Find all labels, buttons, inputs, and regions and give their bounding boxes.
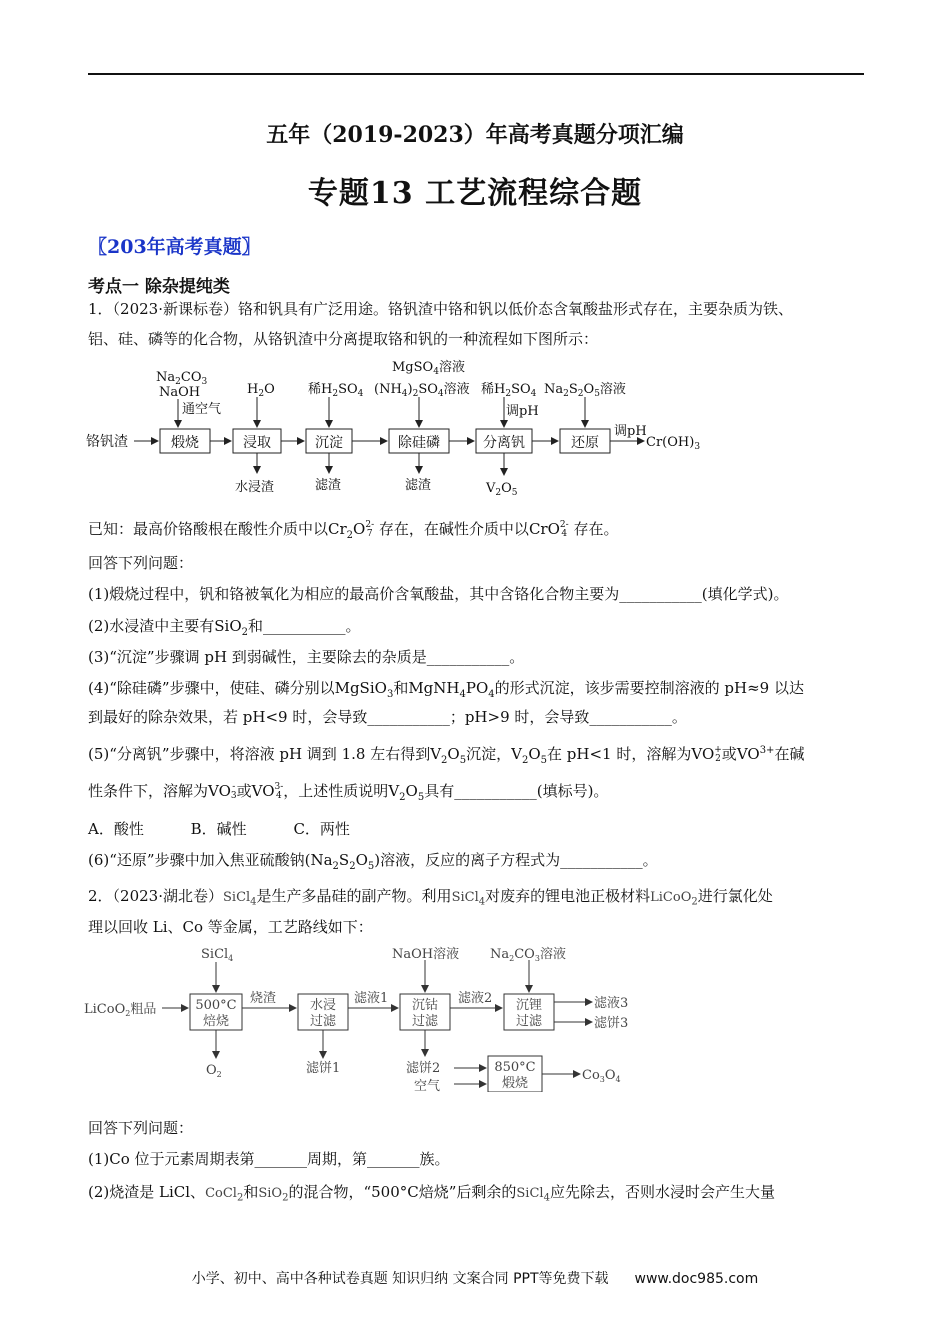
q2-lvye3: 滤液3 [594, 996, 629, 1011]
flow-out-croh3: $Cr(OH)_3$ [646, 435, 701, 452]
p4-b: 和 [393, 679, 409, 697]
q2-intro-a: 2．（2023·湖北卷） [88, 887, 223, 905]
q2-box2-b: 过滤 [309, 1014, 337, 1029]
option-a: A．酸性 [88, 820, 144, 838]
q1-intro-line1: 1．（2023·新课标卷）铬和钒具有广泛用途。铬钒渣中铬和钒以低价态含氧酸盐形式存在，主要杂质为铁、 [88, 300, 793, 318]
p2-b: 和___________。 [248, 617, 361, 635]
q1-flow-diagram [86, 355, 726, 500]
footer-text: 小学、初中、高中各种试卷真题 知识归纳 文案合同 PPT等免费下载 [191, 1271, 609, 1287]
q2-lvye1: 滤液1 [354, 991, 389, 1006]
q2-box5-a: 850°C [494, 1060, 536, 1075]
q2-part2: (2)烧渣是 LiCl、CoCl$_2$和SiO$_2$的混合物，“500°C焙烧”后剩余的SiCl$_4$应先除去，否则水浸时会产生大量 [88, 1183, 775, 1204]
known-part-c: 存在。 [573, 520, 619, 538]
flow-in-h2so4-b: 稀$H_2SO_4$ [481, 382, 537, 399]
q2-sicl4: SiCl$_4$ [201, 947, 234, 963]
doc-title: 五年（2019-2023）年高考真题分项汇编 [266, 122, 684, 148]
q1-part5-cont: 性条件下，溶解为VO - 3 或VO 3- 4 ，上述性质说明$V_2O_5$具有___________(填标号)。 [88, 782, 609, 803]
q2-box3-b: 过滤 [411, 1014, 439, 1029]
q2-part1: (1)Co 位于元素周期表第_______周期，第_______族。 [88, 1150, 450, 1168]
q2-na2co3: $Na_2CO_3$溶液 [490, 947, 566, 963]
p6-b: )溶液，反应的离子方程式为___________。 [374, 851, 658, 869]
flow-out-1: 水浸渣 [235, 480, 275, 495]
q2-p2-b: 和 [243, 1183, 259, 1201]
q1-part5: (5)“分离钒”步骤中，将溶液 pH 调到 1.8 左右得到$V_2O_5$沉淀，$V_2O_5$在 pH<1 时，溶解为VO + 2 或$VO^{3+}$在碱 [88, 745, 805, 766]
q2-box1-a: 500°C [195, 998, 237, 1013]
flow-in-h2so4-a: 稀$H_2SO_4$ [308, 382, 364, 399]
section-heading: 〖203年高考真题〗 [88, 236, 261, 258]
q1-part4-cont: 到最好的除杂效果，若 pH<9 时，会导致___________；pH>9 时，会导致___________。 [88, 708, 687, 726]
top-rule [88, 73, 864, 75]
footer-url[interactable]: www.doc985.com [634, 1271, 759, 1287]
q2-box5-b: 煅烧 [501, 1076, 529, 1091]
p5-e: 在碱 [774, 745, 805, 763]
flow-step-3: 沉淀 [315, 435, 343, 451]
p5-b: 沉淀， [466, 745, 512, 763]
q1-options [88, 818, 392, 839]
q2-intro-b: 是生产多晶硅的副产物。利用 [256, 887, 452, 905]
doc-subtitle: 专题13 工艺流程综合题 [307, 176, 643, 211]
known-part-b: 存在，在碱性介质中以 [378, 520, 529, 538]
option-b: B．碱性 [190, 820, 247, 838]
flow-in-naoh: NaOH [159, 385, 201, 400]
q2-co3o4: $Co_3O_4$ [582, 1068, 621, 1084]
flow-in-na2s2o5: $Na_2S_2O_5$溶液 [544, 382, 626, 399]
q2-licoo2: LiCoO$_2$粗品 [84, 1002, 157, 1018]
q2-intro-line1: 2．（2023·湖北卷）SiCl$_4$是生产多晶硅的副产物。利用SiCl$_4$对废弃的锂电池正极材料LiCoO$_2$进行氯化处 [88, 887, 773, 908]
q2-flow-diagram [84, 942, 684, 1092]
q2-o2: $O_2$ [206, 1063, 222, 1079]
flow-in-ph-a: 调pH [506, 404, 539, 419]
q2-intro-d: 进行氯化处 [697, 887, 773, 905]
q2-box2-a: 水浸 [309, 998, 337, 1013]
q2-intro-line2: 理以回收 Li、Co 等金属，工艺路线如下： [88, 918, 373, 936]
flow-out-v2o5: $V_2O_5$ [486, 481, 518, 498]
q1-part1: (1)煅烧过程中，钒和铬被氧化为相应的最高价含氧酸盐，其中含铬化合物主要为___________(填化学式)。 [88, 585, 789, 603]
p5-f: 性条件下，溶解为 [88, 782, 209, 800]
q2-lvbing1: 滤饼1 [306, 1061, 341, 1076]
flow-step-1: 煅烧 [171, 435, 199, 451]
flow-in-h2o: $H_2O$ [247, 382, 275, 399]
q2-air: 空气 [414, 1079, 441, 1092]
p5-a: (5)“分离钒”步骤中，将溶液 pH 调到 1.8 左右得到 [88, 745, 431, 763]
flow-out-2: 滤渣 [315, 478, 342, 493]
p5-h: ，上述性质说明 [283, 782, 389, 800]
q2-box1-b: 焙烧 [202, 1014, 230, 1029]
q2-p2-d: 应先除去，否则水浸时会产生大量 [549, 1183, 775, 1201]
flow-in-air: 通空气 [182, 402, 222, 417]
q2-box4-b: 过滤 [515, 1014, 543, 1029]
kaodian-heading: 考点一 除杂提纯类 [88, 277, 230, 297]
flow-out-3: 滤渣 [405, 478, 432, 493]
flow-start: 铬钒渣 [86, 434, 128, 450]
q2-box4-a: 沉锂 [515, 998, 543, 1013]
q2-p2-a: (2)烧渣是 LiCl、 [88, 1183, 206, 1201]
q2-shaozha: 烧渣 [250, 991, 277, 1006]
p4-a: (4)“除硅磷”步骤中，使硅、磷分别以 [88, 679, 335, 697]
flow-step-4: 除硅磷 [398, 435, 440, 451]
q1-known: 已知：最高价铬酸根在酸性介质中以$Cr_2O$ 2- 7 存在，在碱性介质中以CrO 2- 4 存在。 [88, 520, 619, 541]
p5-c: 在 pH<1 时，溶解为 [547, 745, 692, 763]
q2-intro-c: 对废弃的锂电池正极材料 [485, 887, 651, 905]
flow-in-ph-b: 调pH [614, 424, 647, 439]
known-part-a: 已知：最高价铬酸根在酸性介质中以 [88, 520, 329, 538]
q1-part2: (2)水浸渣中主要有SiO$_2$和___________。 [88, 617, 361, 638]
flow-in-nh4so4: $(NH_4)_2SO_4$溶液 [374, 382, 470, 399]
q1-part3: (3)“沉淀”步骤调 pH 到弱碱性，主要除去的杂质是___________。 [88, 648, 525, 666]
q2-p2-c: 的混合物，“500°C焙烧”后剩余的 [288, 1183, 517, 1201]
q1-intro-line2: 铝、硅、磷等的化合物，从铬钒渣中分离提取铬和钒的一种流程如下图所示： [88, 330, 599, 348]
q2-lvye2: 滤液2 [458, 991, 493, 1006]
p5-g: 或 [236, 782, 252, 800]
flow-step-5: 分离钒 [483, 435, 525, 451]
q2-box3-a: 沉钴 [411, 998, 439, 1013]
flow-step-6: 还原 [571, 435, 599, 451]
flow-step-2: 浸取 [243, 435, 271, 451]
q2-lvbing3: 滤饼3 [594, 1016, 629, 1031]
q2-naoh: NaOH溶液 [392, 947, 460, 962]
flow-in-na2co3: $Na_2CO_3$ [156, 370, 208, 387]
q2-ask: 回答下列问题： [88, 1119, 194, 1137]
q2-lvbing2: 滤饼2 [406, 1061, 441, 1076]
q1-part4: (4)“除硅磷”步骤中，使硅、磷分别以MgSiO$_3$和$MgNH_4PO_4$的形式沉淀，该步需要控制溶液的 pH≈9 以达 [88, 679, 804, 700]
p5-i: 具有___________(填标号)。 [424, 782, 609, 800]
flow-in-mgso4: MgSO$_4$溶液 [392, 360, 465, 377]
option-c: C．两性 [293, 820, 350, 838]
page-footer [0, 1268, 950, 1288]
q1-part6: (6)“还原”步骤中加入焦亚硫酸钠$(Na_2S_2O_5)$溶液，反应的离子方程式为___________。 [88, 851, 658, 872]
p6-a: (6)“还原”步骤中加入焦亚硫酸钠( [88, 851, 311, 869]
p2-a: (2)水浸渣中主要有 [88, 617, 215, 635]
q1-ask: 回答下列问题： [88, 554, 194, 572]
p4-c: 的形式沉淀，该步需要控制溶液的 pH≈9 以达 [494, 679, 804, 697]
p5-d: 或 [721, 745, 737, 763]
